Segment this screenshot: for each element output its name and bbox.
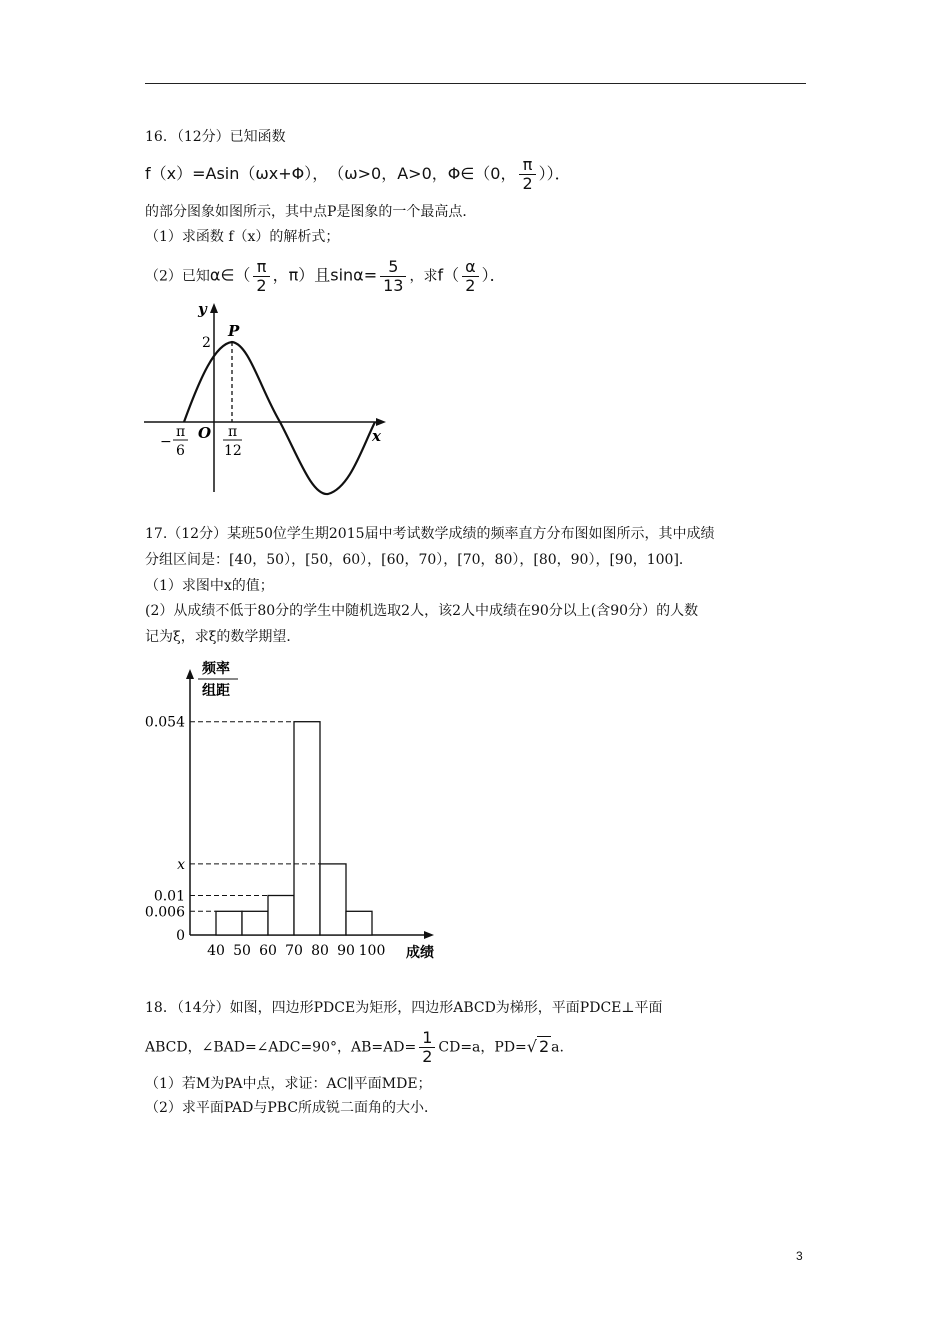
hist-bar-1 — [242, 911, 268, 935]
q16-alpha-over-2: $\frac{\alpha}{2}$ — [462, 258, 479, 295]
q18-sqrt-2: √ 2 — [526, 1036, 550, 1056]
hist-x-tick-label-0: 40 — [207, 943, 225, 959]
hist-x-tick-label-1: 50 — [233, 943, 251, 959]
hist-y-tick-label-4: 0.054 — [144, 714, 185, 731]
hist-x-tick-label-2: 60 — [259, 943, 277, 959]
x-axis-arrow-icon — [376, 418, 386, 426]
origin-label: O — [198, 424, 212, 442]
hist-bar-2 — [268, 896, 294, 936]
peak-value-label: 2 — [202, 335, 211, 351]
pos-tick-numerator: π — [228, 424, 238, 440]
q17-part2-line1: (2）从成绩不低于80分的学生中随机选取2人，该2人中成绩在90分以上(含90分）的人数 — [145, 603, 699, 619]
q17-part1: （1）求图中x的值； — [145, 578, 274, 594]
peak-label: P — [228, 322, 240, 340]
hist-x-tick-label-3: 70 — [285, 943, 303, 959]
q18-one-half-fraction: $\frac{1}{2}$ — [419, 1029, 435, 1066]
sine-curve — [184, 342, 375, 494]
header-rule — [145, 83, 806, 84]
neg-sign-label: − — [160, 434, 172, 450]
q18-part2: （2）求平面PAD与PBC所成锐二面角的大小． — [145, 1100, 439, 1116]
pos-tick-denominator: 12 — [224, 443, 242, 459]
hist-bar-0 — [216, 911, 242, 935]
hist-ylabel-numerator: 频率 — [202, 661, 230, 677]
q16-function-definition: f（x）=Asin（ωx+Φ）， （ω>0，A>0，Φ∈（0， $\frac{\pi}{2}$ ））． — [145, 155, 571, 193]
hist-bar-5 — [346, 911, 372, 935]
y-axis-arrow-icon — [210, 303, 218, 313]
hist-y-tick-label-1: 0.006 — [144, 904, 185, 921]
neg-tick-numerator: π — [176, 424, 186, 440]
q16-five-thirteenths: $\frac{5}{13}$ — [380, 258, 406, 295]
hist-x-tick-label-4: 80 — [311, 943, 329, 959]
frequency-histogram — [140, 655, 450, 965]
hist-x-tick-label-6: 100 — [358, 943, 386, 959]
hist-bar-4 — [320, 864, 346, 935]
q17-line2: 分组区间是：[40，50），[50，60），[60，70），[70，80），[80，90），[90，100]． — [145, 552, 693, 568]
neg-tick-denominator: 6 — [176, 443, 185, 459]
hist-y-tick-label-2: 0.01 — [153, 888, 185, 905]
hist-y-tick-label-0: 0 — [176, 928, 185, 944]
q17-part2-line2: 记为ξ，求ξ的数学期望． — [145, 629, 301, 645]
q18-line2: ABCD，∠BAD=∠ADC=90°，AB=AD= $\frac{1}{2}$ CD=a，PD=√ 2 a. — [145, 1028, 564, 1066]
q16-part1: （1）求函数 f（x）的解析式； — [145, 229, 340, 245]
q16-description: 的部分图象如图所示，其中点P是图象的一个最高点． — [145, 204, 477, 220]
q18-part1: （1）若M为PA中点，求证：AC∥平面MDE； — [145, 1076, 432, 1092]
hist-xlabel: 成绩 — [406, 945, 434, 961]
q16-pi-over-2-fraction: $\frac{\pi}{2}$ — [519, 156, 535, 193]
page-number: 3 — [796, 1249, 803, 1263]
sine-graph — [140, 298, 400, 498]
hist-y-axis-arrow-icon — [186, 669, 194, 679]
q18-line1: 18．（14分）如图，四边形PDCE为矩形，四边形ABCD为梯形，平面PDCE⊥平面 — [145, 1000, 663, 1016]
hist-bar-3 — [294, 722, 320, 935]
q16-heading: 16．（12分）已知函数 — [145, 129, 286, 145]
q16-part2: （2）已知α∈（ $\frac{\pi}{2}$ ，π）且sinα= $\frac{5}{13}$ ，求f（ $\frac{\alpha}{2}$ ）． — [145, 257, 506, 295]
q16-formula-text: f（x）=Asin（ωx+Φ）， （ω>0，A>0，Φ∈（0， — [145, 164, 517, 183]
hist-x-axis-arrow-icon — [424, 931, 434, 939]
hist-x-tick-label-5: 90 — [337, 943, 355, 959]
y-axis-label: y — [198, 300, 207, 318]
q16-pi-over-2: $\frac{\pi}{2}$ — [253, 258, 269, 295]
hist-ylabel-denominator: 组距 — [202, 683, 230, 699]
q17-line1: 17.（12分）某班50位学生期2015届中考试数学成绩的频率直方分布图如图所示，其中成绩 — [145, 526, 715, 542]
x-axis-label: x — [372, 427, 381, 445]
hist-y-tick-label-3: x — [177, 856, 185, 873]
